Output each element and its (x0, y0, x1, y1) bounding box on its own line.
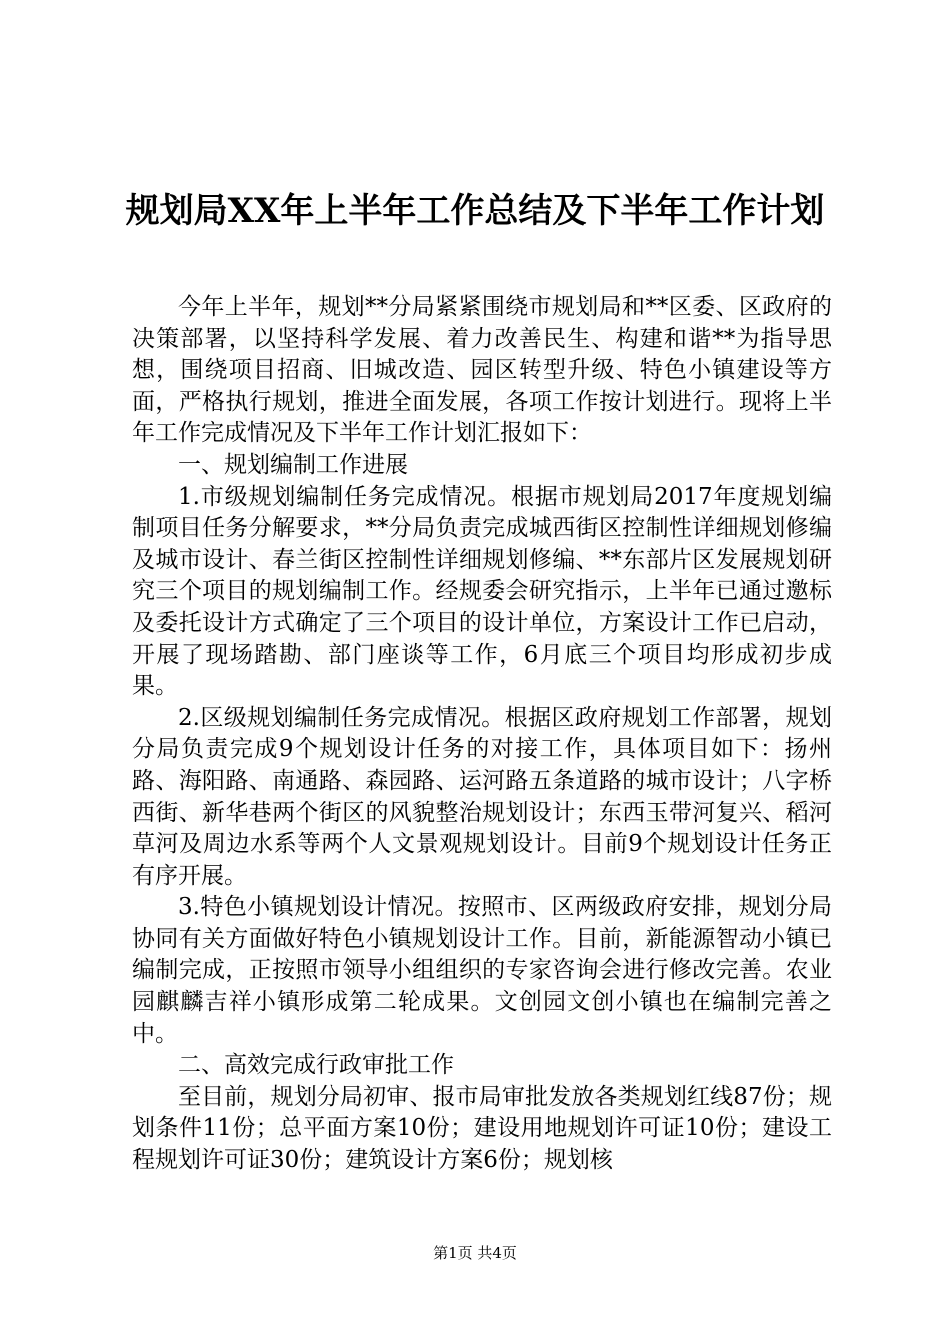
section-heading: 一、规划编制工作进展 (178, 451, 408, 478)
body-paragraph: 3.特色小镇规划设计情况。按照市、区两级政府安排，规划分局协同有关方面做好特色小镇规划设计工作。目前，新能源智动小镇已编制完成，正按照市领导小组组织的专家咨询会进行修改完善。农业园麒麟吉祥小镇形成第二轮成果。文创园文创小镇也在编制完善之中。 (132, 894, 832, 1047)
body-paragraph: 1.市级规划编制任务完成情况。根据市规划局2017年度规划编制项目任务分解要求，**分局负责完成城西街区控制性详细规划修编及城市设计、春兰街区控制性详细规划修编、**东部片区发展规划研究三个项目的规划编制工作。经规委会研究指示，上半年已通过邀标及委托设计方式确定了三个项目的设计单位，方案设计工作已启动，开展了现场踏勘、部门座谈等工作，6月底三个项目均形成初步成果。 (132, 483, 832, 700)
section-heading: 二、高效完成行政审批工作 (178, 1052, 454, 1079)
intro-paragraph: 今年上半年，规划**分局紧紧围绕市规划局和**区委、区政府的决策部署，以坚持科学发展、着力改善民生、构建和谐**为指导思想，围绕项目招商、旧城改造、园区转型升级、特色小镇建设等方面，严格执行规划，推进全面发展，各项工作按计划进行。现将上半年工作完成情况及下半年工作计划汇报如下： (132, 294, 832, 447)
page-number-footer: 第1页 共4页 (433, 1244, 517, 1262)
body-paragraph: 2.区级规划编制任务完成情况。根据区政府规划工作部署，规划分局负责完成9个规划设计任务的对接工作，具体项目如下：扬州路、海阳路、南通路、森园路、运河路五条道路的城市设计；八字桥西街、新华巷两个街区的风貌整治规划设计；东西玉带河复兴、稻河草河及周边水系等两个人文景观规划设计。目前9个规划设计任务正有序开展。 (132, 704, 832, 889)
body-paragraph: 至目前，规划分局初审、报市局审批发放各类规划红线87份；规划条件11份；总平面方案10份；建设用地规划许可证10份；建设工程规划许可证30份；建筑设计方案6份；规划核 (132, 1083, 832, 1174)
document-title: 规划局XX年上半年工作总结及下半年工作计划 (125, 191, 825, 231)
document-body (132, 292, 832, 1177)
